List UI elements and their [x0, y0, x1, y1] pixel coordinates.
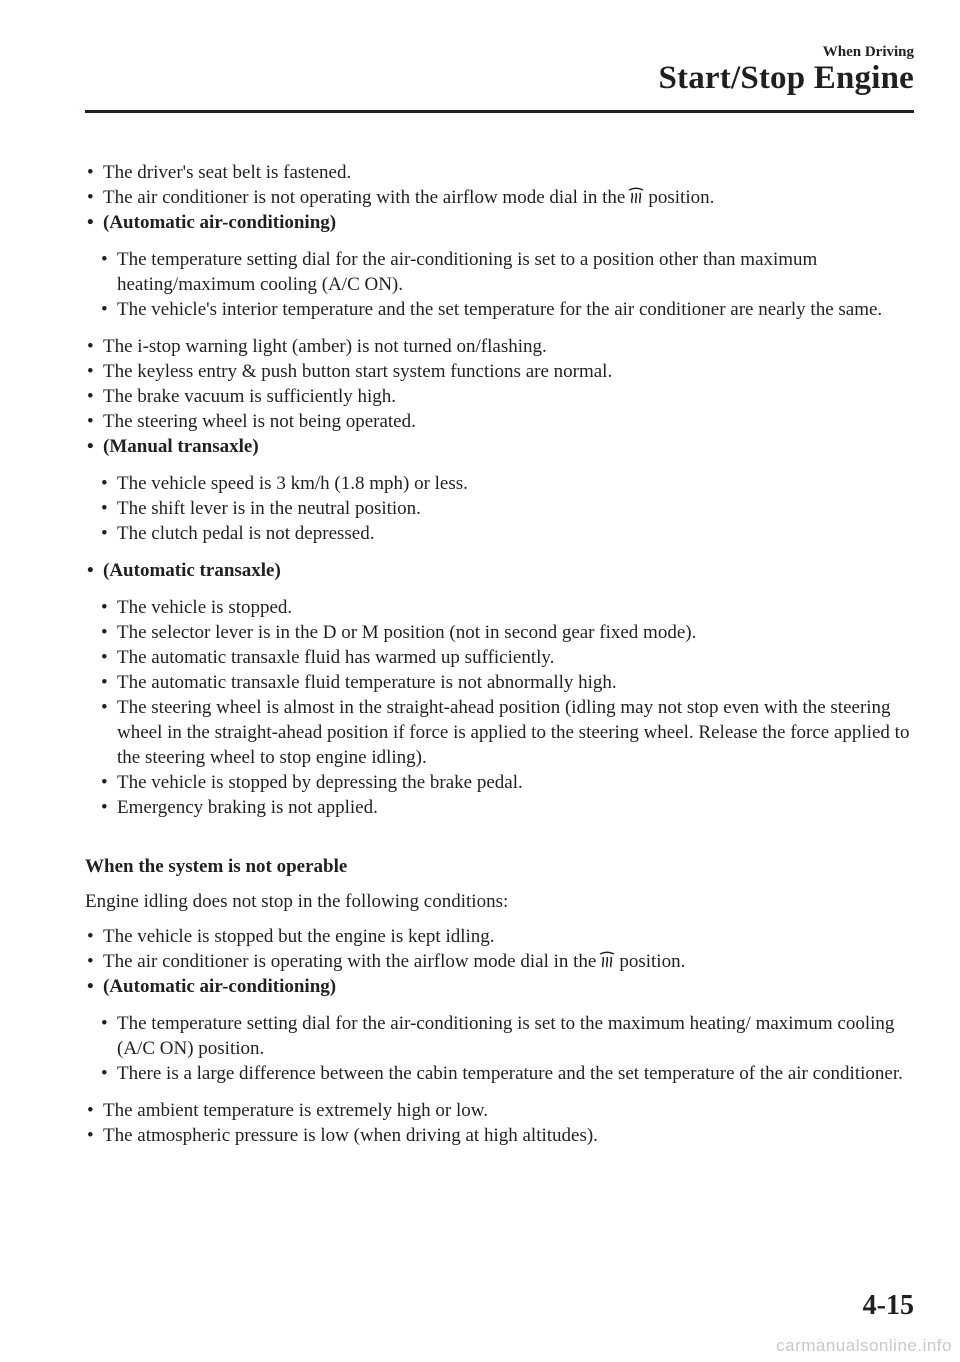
list-item: • The keyless entry & push button start system functions are normal.: [87, 361, 613, 382]
bullet: •: [101, 622, 108, 643]
windshield-defroster-icon: [627, 187, 645, 204]
list-item: • The steering wheel is not being operated.: [87, 411, 416, 432]
list-item: • The air conditioner is operating with the airflow mode dial in the position.: [87, 951, 686, 972]
bullet: •: [101, 647, 108, 668]
running-header-title: Start/Stop Engine: [658, 60, 914, 96]
bullet: •: [87, 926, 94, 947]
bullet: •: [87, 162, 94, 183]
sub-list-item: • The temperature setting dial for the air-conditioning is set to the maximum heating/ maximum cooling (A/C ON) position.: [101, 1013, 895, 1059]
sub-list-item: • The automatic transaxle fluid temperature is not abnormally high.: [101, 672, 617, 693]
list-item-heading: • (Automatic transaxle): [87, 560, 281, 581]
bullet: •: [101, 697, 108, 718]
sub-list-item: • The vehicle speed is 3 km/h (1.8 mph) or less.: [101, 473, 468, 494]
sub-list-item: • The clutch pedal is not depressed.: [101, 523, 375, 544]
sub-list-item: • The shift lever is in the neutral position.: [101, 498, 421, 519]
bullet: •: [87, 336, 94, 357]
bullet: •: [87, 951, 94, 972]
section-heading: When the system is not operable: [85, 856, 348, 877]
header-rule: [85, 110, 914, 113]
bullet: •: [101, 523, 108, 544]
list-item-heading: • (Automatic air-conditioning): [87, 212, 337, 233]
bullet: •: [87, 976, 94, 997]
section-intro: Engine idling does not stop in the following conditions:: [85, 891, 509, 912]
bullet: •: [101, 772, 108, 793]
sub-list-item: • There is a large difference between the cabin temperature and the set temperature of the air conditioner.: [101, 1063, 903, 1084]
sub-list-item: • The temperature setting dial for the air-conditioning is set to a position other than maximum heating/maximum cooling (A/C ON).: [101, 249, 818, 295]
bullet: •: [87, 187, 94, 208]
sub-list-item: • The selector lever is in the D or M position (not in second gear fixed mode).: [101, 622, 697, 643]
bullet: •: [101, 597, 108, 618]
page-number: 4-15: [862, 1290, 914, 1321]
running-header-section: When Driving: [822, 44, 914, 60]
bullet: •: [101, 249, 108, 270]
list-item: • The air conditioner is not operating with the airflow mode dial in the position.: [87, 187, 715, 208]
bullet: •: [87, 411, 94, 432]
bullet: •: [101, 1063, 108, 1084]
bullet: •: [101, 299, 108, 320]
watermark: carmanualsonline.info: [776, 1336, 952, 1355]
list-item-heading: • (Manual transaxle): [87, 436, 259, 457]
list-item: • The ambient temperature is extremely high or low.: [87, 1100, 488, 1121]
bullet: •: [87, 1100, 94, 1121]
list-item-heading: • (Automatic air-conditioning): [87, 976, 337, 997]
page-content: [85, 160, 915, 1148]
list-item: • The driver's seat belt is fastened.: [87, 162, 352, 183]
bullet: •: [87, 361, 94, 382]
bullet: •: [101, 672, 108, 693]
bullet: •: [87, 1125, 94, 1146]
bullet: •: [87, 436, 94, 457]
bullet: •: [101, 1013, 108, 1034]
bullet: •: [87, 560, 94, 581]
bullet: •: [101, 473, 108, 494]
sub-list-item: • The automatic transaxle fluid has warmed up sufficiently.: [101, 647, 555, 668]
sub-list-item: • The steering wheel is almost in the straight-ahead position (idling may not stop even with the steering wheel in the straight-ahead position if force is applied to the steering wheel. Release the force applied to the steering wheel to stop engine idling).: [101, 697, 910, 768]
bullet: •: [87, 212, 94, 233]
bullet: •: [101, 498, 108, 519]
list-item: • The i-stop warning light (amber) is not turned on/flashing.: [87, 336, 547, 357]
sub-list-item: • The vehicle's interior temperature and the set temperature for the air conditioner are nearly the same.: [101, 299, 883, 320]
sub-list-item: • The vehicle is stopped by depressing the brake pedal.: [101, 772, 523, 793]
windshield-defroster-icon: [598, 951, 616, 968]
list-item: • The brake vacuum is sufficiently high.: [87, 386, 397, 407]
list-item: • The atmospheric pressure is low (when driving at high altitudes).: [87, 1125, 598, 1146]
bullet: •: [87, 386, 94, 407]
sub-list-item: • Emergency braking is not applied.: [101, 797, 378, 818]
sub-list-item: • The vehicle is stopped.: [101, 597, 293, 618]
bullet: •: [101, 797, 108, 818]
list-item: • The vehicle is stopped but the engine is kept idling.: [87, 926, 495, 947]
